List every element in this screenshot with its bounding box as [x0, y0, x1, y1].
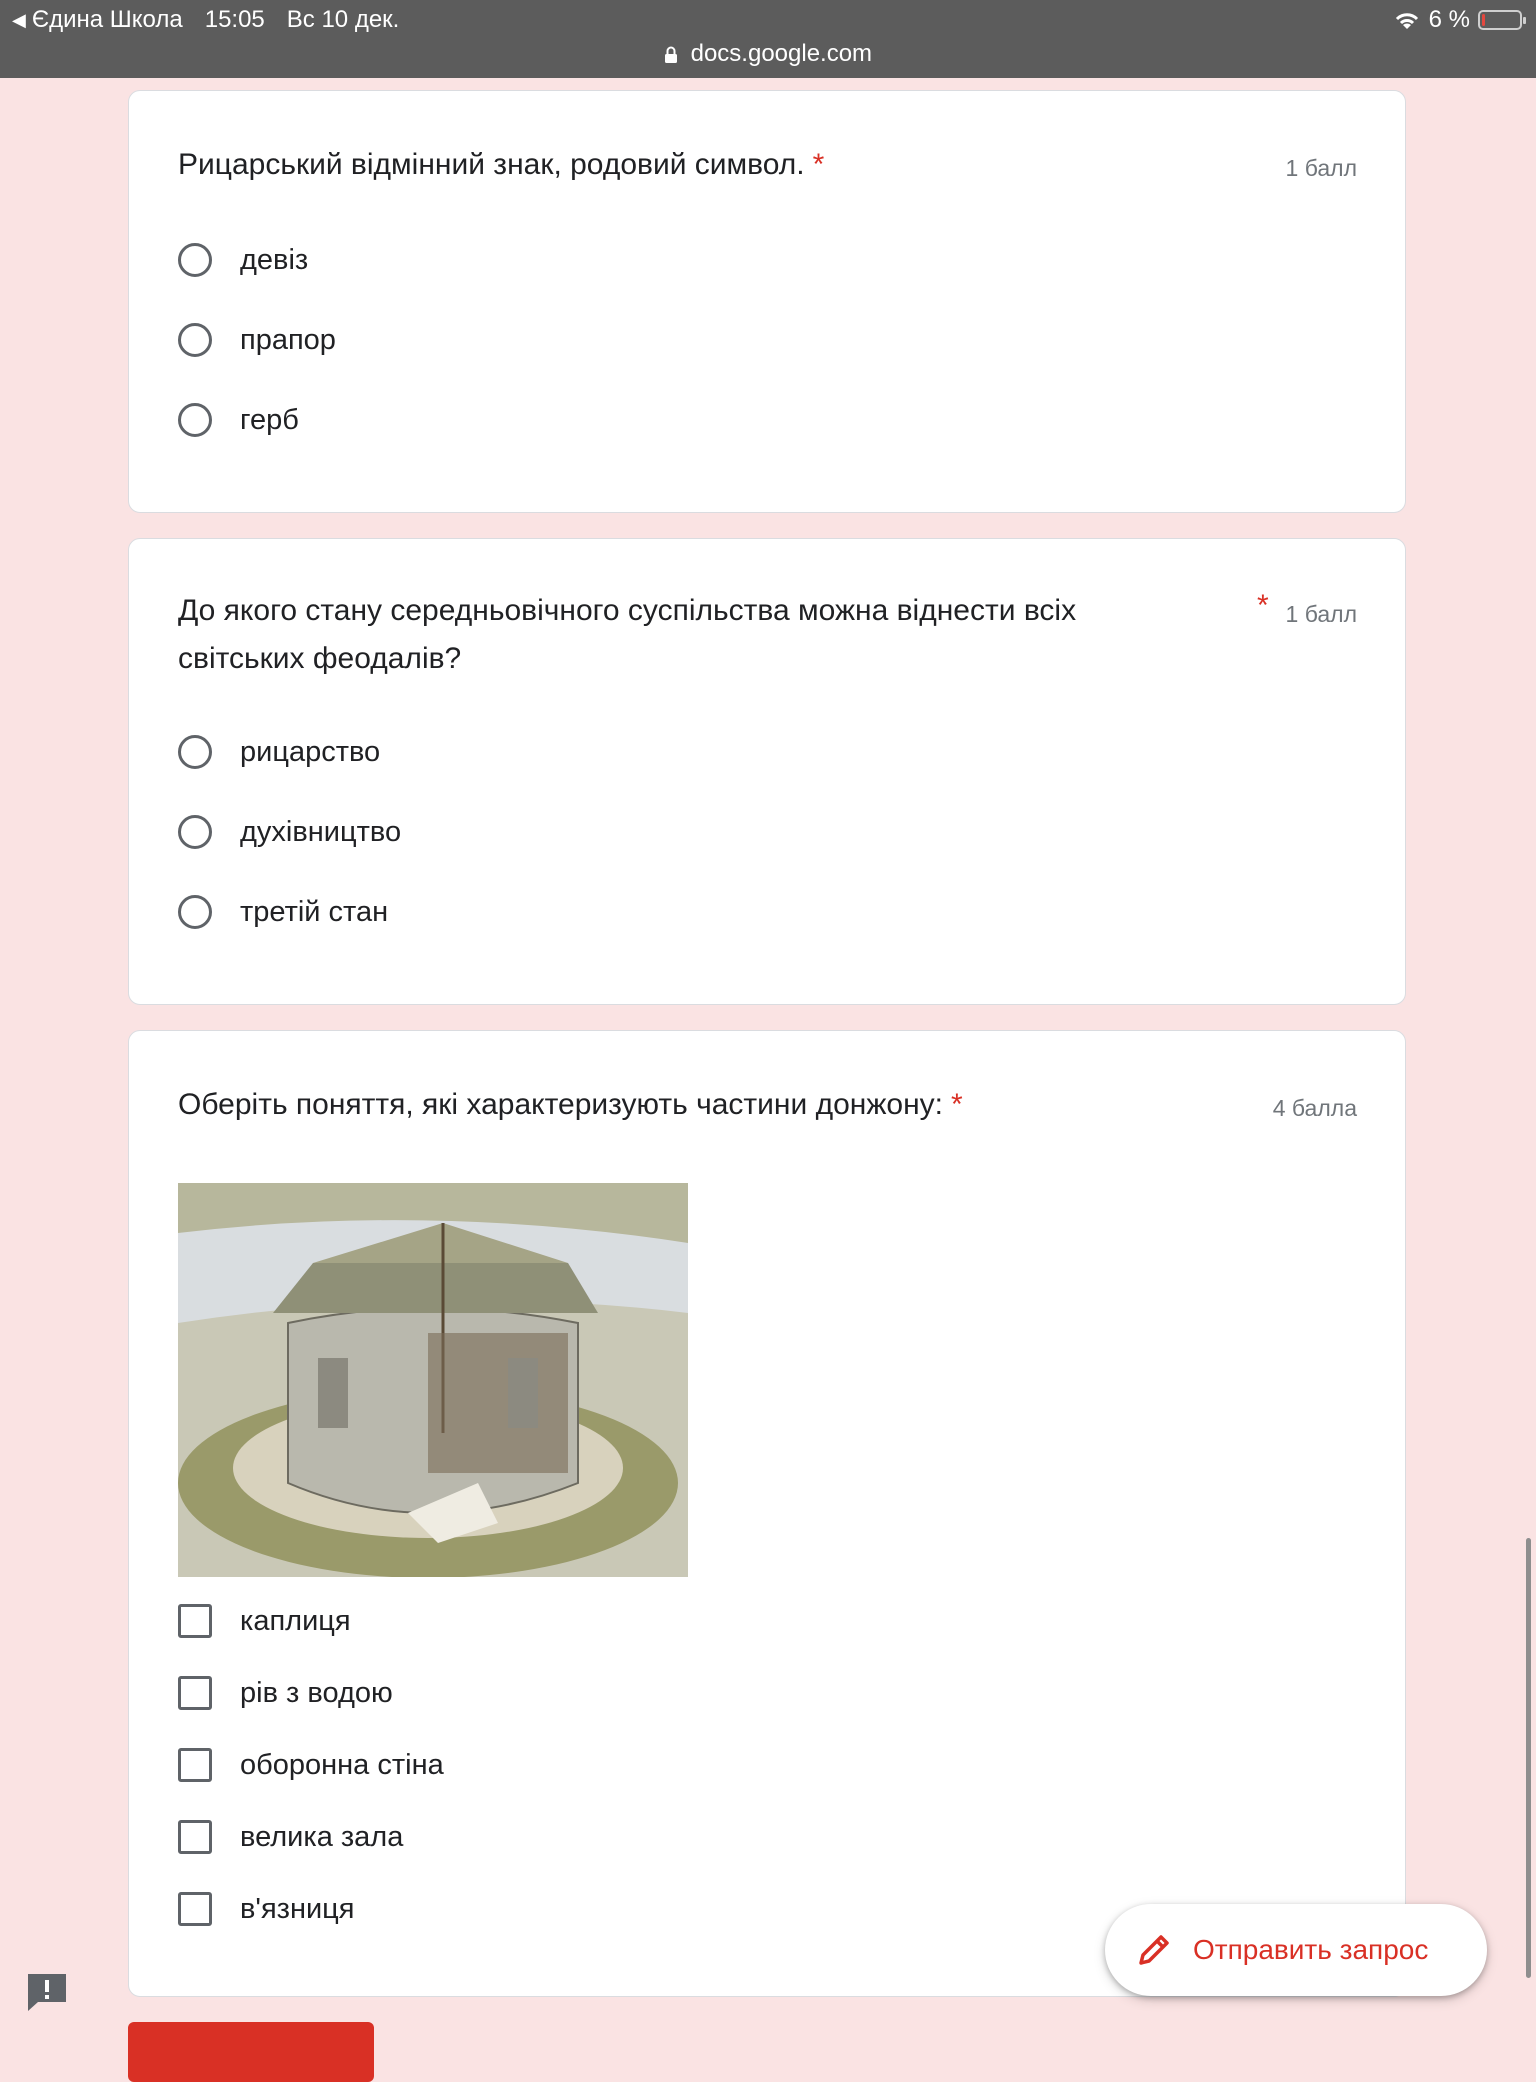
url-text[interactable]: docs.google.com	[690, 40, 873, 67]
option-radio[interactable]	[178, 243, 308, 277]
status-bar	[0, 0, 1536, 78]
option-label[interactable]: третій стан	[240, 895, 389, 928]
radio-button[interactable]	[178, 243, 212, 277]
points-label: 4 балла	[1272, 1095, 1357, 1121]
feedback-icon[interactable]	[26, 1972, 68, 2012]
question-text: Рицарський відмінний знак, родовий символ.	[178, 148, 805, 181]
option-radio[interactable]	[178, 735, 380, 769]
option-checkbox[interactable]	[178, 1604, 351, 1638]
battery-icon	[1478, 10, 1522, 30]
required-asterisk: *	[812, 148, 825, 181]
send-request-button[interactable]	[1105, 1904, 1487, 1996]
battery-level	[1482, 14, 1485, 26]
radio-button[interactable]	[178, 403, 212, 437]
lock-icon	[664, 46, 678, 64]
question-text: Оберіть поняття, які характеризують частини донжону:	[178, 1088, 943, 1121]
option-label[interactable]: каплиця	[240, 1604, 351, 1637]
question-title	[178, 587, 1198, 683]
checkbox[interactable]	[178, 1676, 212, 1710]
question-text-line-2: світських феодалів?	[178, 642, 462, 675]
status-left	[12, 6, 399, 34]
checkbox[interactable]	[178, 1892, 212, 1926]
checkbox[interactable]	[178, 1820, 212, 1854]
radio-button[interactable]	[178, 815, 212, 849]
option-radio[interactable]	[178, 895, 388, 929]
checkbox[interactable]	[178, 1748, 212, 1782]
date: Вс 10 дек.	[286, 6, 400, 33]
option-label[interactable]: рицарство	[240, 735, 381, 768]
question-card-3	[128, 1030, 1406, 1997]
pencil-icon	[1133, 1929, 1175, 1971]
status-right	[1393, 6, 1522, 34]
option-label[interactable]: рів з водою	[240, 1676, 393, 1709]
option-checkbox[interactable]	[178, 1892, 354, 1926]
radio-button[interactable]	[178, 323, 212, 357]
checkbox[interactable]	[178, 1604, 212, 1638]
radio-button[interactable]	[178, 895, 212, 929]
option-radio[interactable]	[178, 403, 299, 437]
question-card-1	[128, 90, 1406, 513]
required-asterisk: *	[951, 1088, 963, 1121]
donjon-image	[178, 1183, 688, 1577]
required-asterisk: *	[1257, 589, 1269, 622]
question-text-line-1: До якого стану середньовічного суспільства можна віднести всіх	[178, 594, 1077, 627]
address-bar[interactable]	[0, 40, 1536, 68]
option-radio[interactable]	[178, 323, 336, 357]
option-label[interactable]: велика зала	[240, 1820, 404, 1853]
send-request-label[interactable]: Отправить запрос	[1193, 1934, 1429, 1965]
scrollbar[interactable]	[1526, 1538, 1531, 1978]
question-title	[178, 141, 824, 189]
battery-percent: 6 %	[1428, 6, 1470, 33]
option-label[interactable]: оборонна стіна	[240, 1748, 444, 1781]
option-radio[interactable]	[178, 815, 401, 849]
wifi-icon	[1393, 9, 1421, 31]
option-checkbox[interactable]	[178, 1676, 393, 1710]
option-label[interactable]: девіз	[240, 243, 309, 276]
question-card-2	[128, 538, 1406, 1005]
question-title	[178, 1081, 963, 1129]
option-checkbox[interactable]	[178, 1748, 444, 1782]
option-label[interactable]: прапор	[240, 323, 336, 356]
option-checkbox[interactable]	[178, 1820, 403, 1854]
option-label[interactable]: духівництво	[240, 815, 402, 848]
option-label[interactable]: герб	[240, 403, 299, 436]
points-label: 1 балл	[1285, 601, 1357, 627]
radio-button[interactable]	[178, 735, 212, 769]
option-label[interactable]: в'язниця	[240, 1892, 355, 1925]
points-label: 1 балл	[1285, 155, 1357, 181]
submit-button[interactable]	[128, 2022, 374, 2082]
back-arrow-icon[interactable]: ◀	[12, 9, 26, 30]
clock: 15:05	[204, 6, 265, 33]
back-app-label[interactable]: Єдина Школа	[31, 6, 183, 33]
